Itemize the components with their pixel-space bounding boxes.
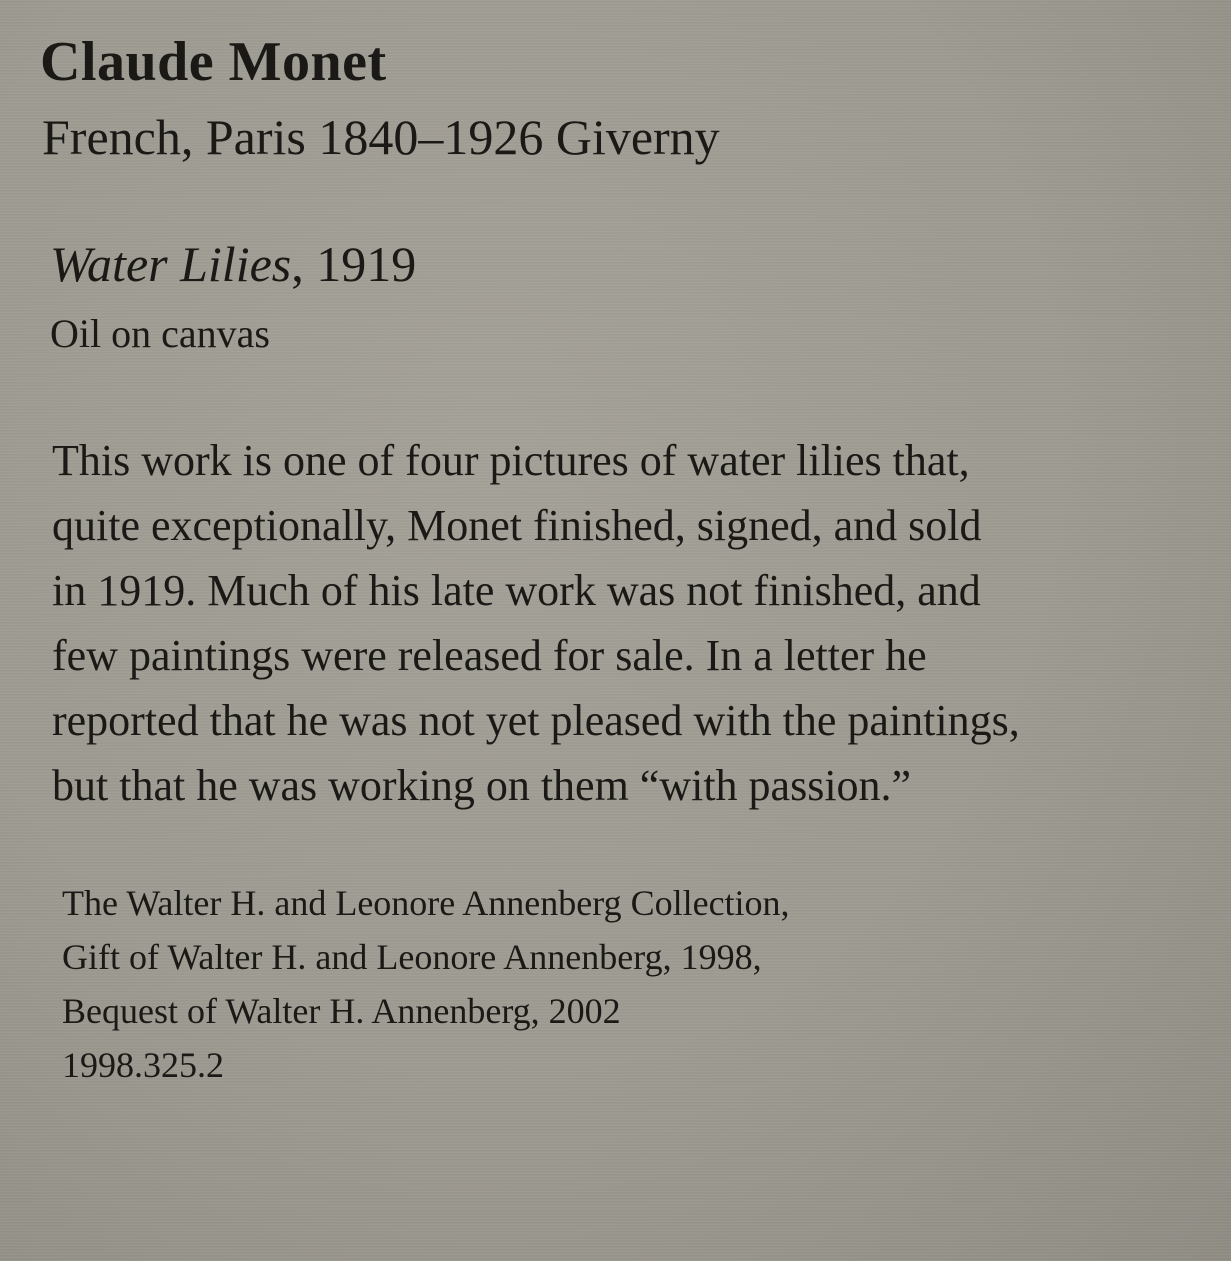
artwork-title: Water Lilies — [50, 236, 292, 292]
artist-bio: French, Paris 1840–1926 Giverny — [42, 109, 720, 165]
description-line: in 1919. Much of his late work was not finished, and — [52, 566, 981, 615]
description-line: quite exceptionally, Monet finished, signed, and sold — [52, 501, 982, 550]
artwork-medium: Oil on canvas — [50, 311, 270, 356]
description-line: reported that he was not yet pleased with the paintings, — [52, 696, 1020, 745]
accession-number: 1998.325.2 — [62, 1045, 224, 1085]
artwork-title-line — [50, 235, 416, 293]
artwork-date: , 1919 — [291, 236, 417, 292]
credit-line: Gift of Walter H. and Leonore Annenberg, 1998, — [62, 937, 762, 977]
description-paragraph — [52, 428, 1202, 818]
description-line: This work is one of four pictures of water lilies that, — [52, 436, 970, 485]
artist-name: Claude Monet — [40, 31, 387, 93]
credit-line: The Walter H. and Leonore Annenberg Collection, — [62, 883, 790, 923]
description-line: but that he was working on them “with passion.” — [52, 761, 912, 810]
description-line: few paintings were released for sale. In a letter he — [52, 631, 927, 680]
credit-line-block — [62, 876, 1162, 1092]
credit-line: Bequest of Walter H. Annenberg, 2002 — [62, 991, 621, 1031]
